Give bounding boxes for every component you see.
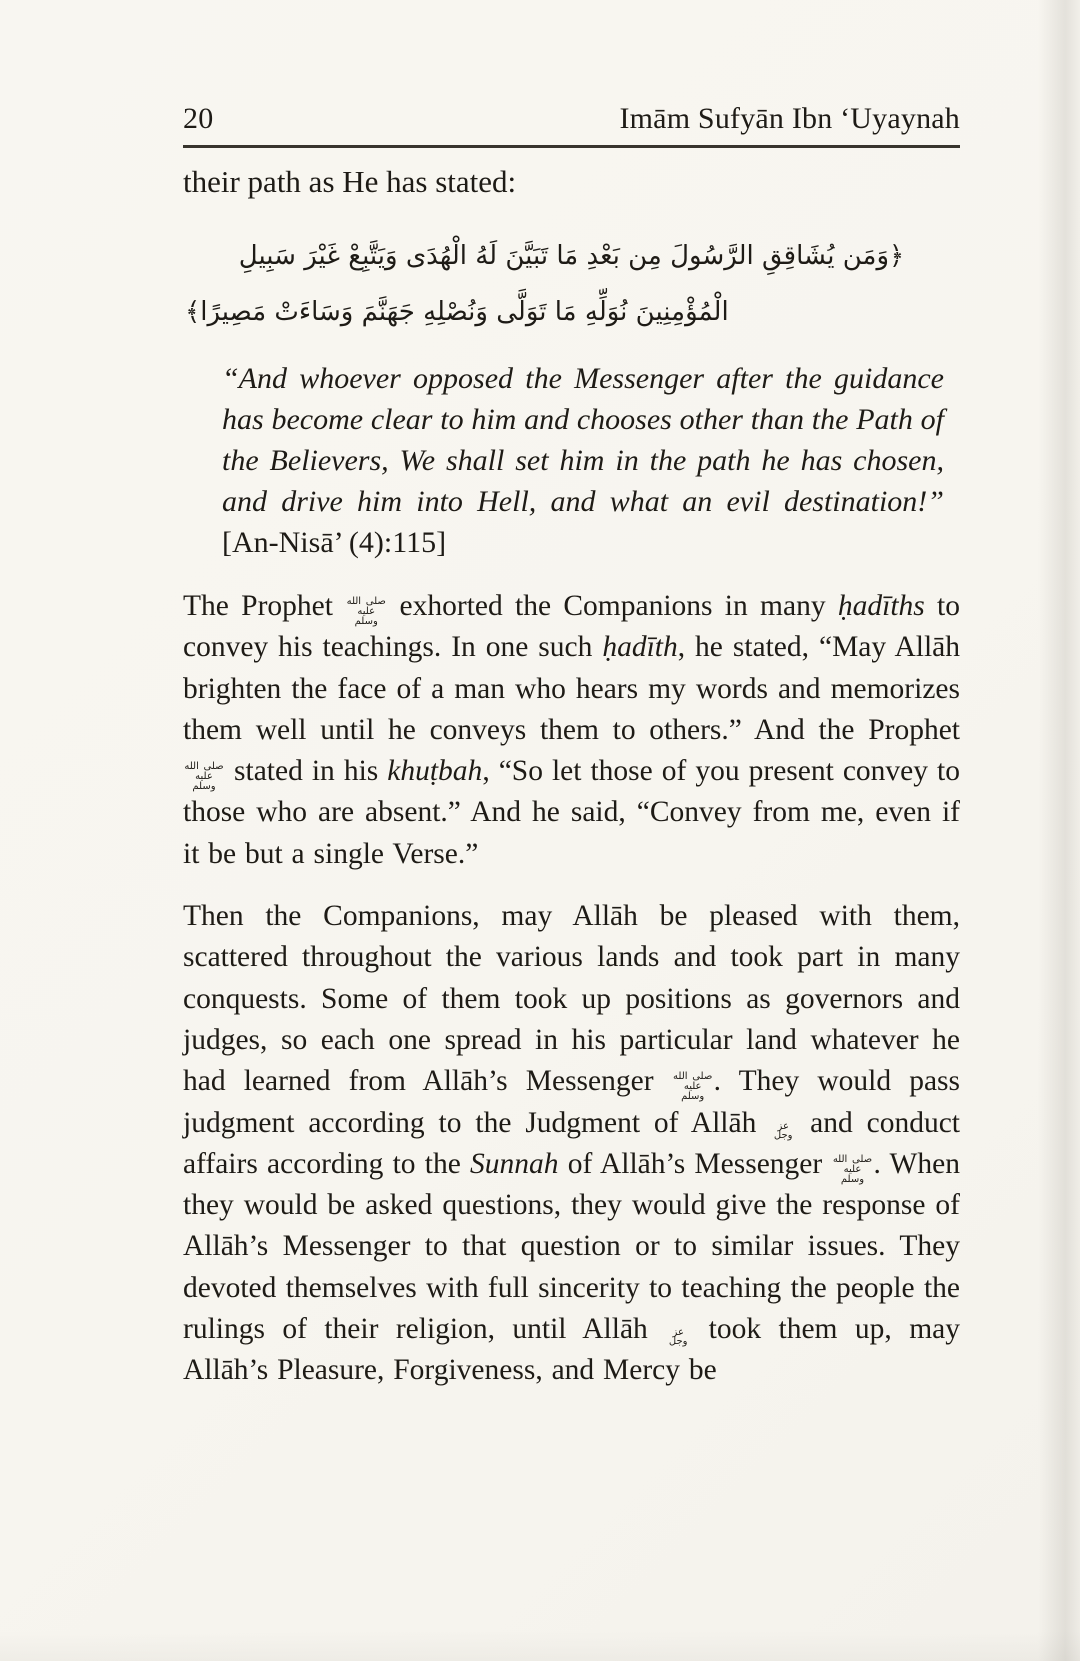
azza-wa-jall-honorific: عز وجل [668, 1327, 688, 1348]
paragraph-companions-scattered [183, 896, 960, 1392]
verse-translation [222, 358, 944, 563]
page-number: 20 [183, 102, 214, 135]
pbuh-honorific: صلى الله عليه وسلم [673, 1071, 713, 1103]
text-segment: , he stated, “May Allāh brighten the face of a man who hears my words and memorizes them well until he conveys them to others.” And the Prophet [183, 631, 961, 746]
italic-term: khuṭbah [387, 755, 483, 788]
text-segment: took them up, may Allāh’s Pleasure, Forgiveness, and Mercy be [183, 1313, 960, 1387]
italic-term: ḥadīths [837, 590, 925, 622]
verse-reference: [An-Nisā’ (4):115] [222, 526, 447, 559]
header-rule [183, 145, 960, 148]
intro-line: their path as He has stated: [183, 164, 517, 199]
quran-verse-arabic [183, 228, 960, 340]
verse-arabic-line-1: ﴿وَمَن يُشَاقِقِ الرَّسُولَ مِن بَعْدِ مَا تَبَيَّنَ لَهُ الْهُدَى وَيَتَّبِعْ غَيْرَ سَبِيلِ [238, 241, 905, 271]
text-segment: . They would pass judgment according to the Judgment of Allāh [183, 1065, 961, 1139]
azza-wa-jall-honorific: عز وجل [773, 1120, 793, 1141]
pbuh-honorific: صلى الله عليه وسلم [184, 761, 224, 793]
text-segment: Then the Companions, may Allāh be pleased with them, scattered throughout the various lands and took part in many conquests. Some of them took up positions as governors and judges, so each one spread in his particular land whatever he had learned from Allāh’s Messenger [183, 900, 960, 1098]
text-segment: stated in his [225, 755, 388, 788]
text-segment: The Prophet [183, 590, 346, 622]
text-segment: of Allāh’s Messenger [558, 1147, 832, 1180]
italic-term: Sunnah [470, 1147, 559, 1180]
page-content [183, 0, 960, 1392]
text-segment: to convey his teachings. In one such [183, 590, 961, 664]
pbuh-honorific: صلى الله عليه وسلم [346, 596, 386, 627]
paragraph-prophet-exhorted [183, 586, 960, 875]
running-header [183, 0, 960, 136]
running-head-title: Imām Sufyān Ibn ‘Uyaynah [619, 102, 960, 135]
verse-arabic-line-2: الْمُؤْمِنِينَ نُوَلِّهِ مَا تَوَلَّى وَنُصْلِهِ جَهَنَّمَ وَسَاءَتْ مَصِيرًا﴾ [185, 297, 729, 327]
italic-term: ḥadīth [602, 631, 678, 664]
pbuh-honorific: صلى الله عليه وسلم [832, 1153, 873, 1185]
text-segment: exhorted the Companions in many [387, 590, 838, 622]
text-segment: , “So let those of you present convey to those who are absent.” And he said, “Convey from me, even if it be but a single Verse.” [183, 755, 960, 870]
text-segment: and conduct affairs according to the [183, 1106, 960, 1180]
text-segment: . When they would be asked questions, they would give the response of Allāh’s Messenger to that question or to similar issues. They devoted themselves with full sincerity to teaching the people the rulings of their religion, until Allāh [183, 1147, 960, 1346]
verse-translation-italic: “And whoever opposed the Messenger after the guidance has become clear to him and chooses other than the Path of the Believers, We shall set him in the path he has chosen, and drive him into Hell, and what an evil destination!” [222, 362, 944, 518]
